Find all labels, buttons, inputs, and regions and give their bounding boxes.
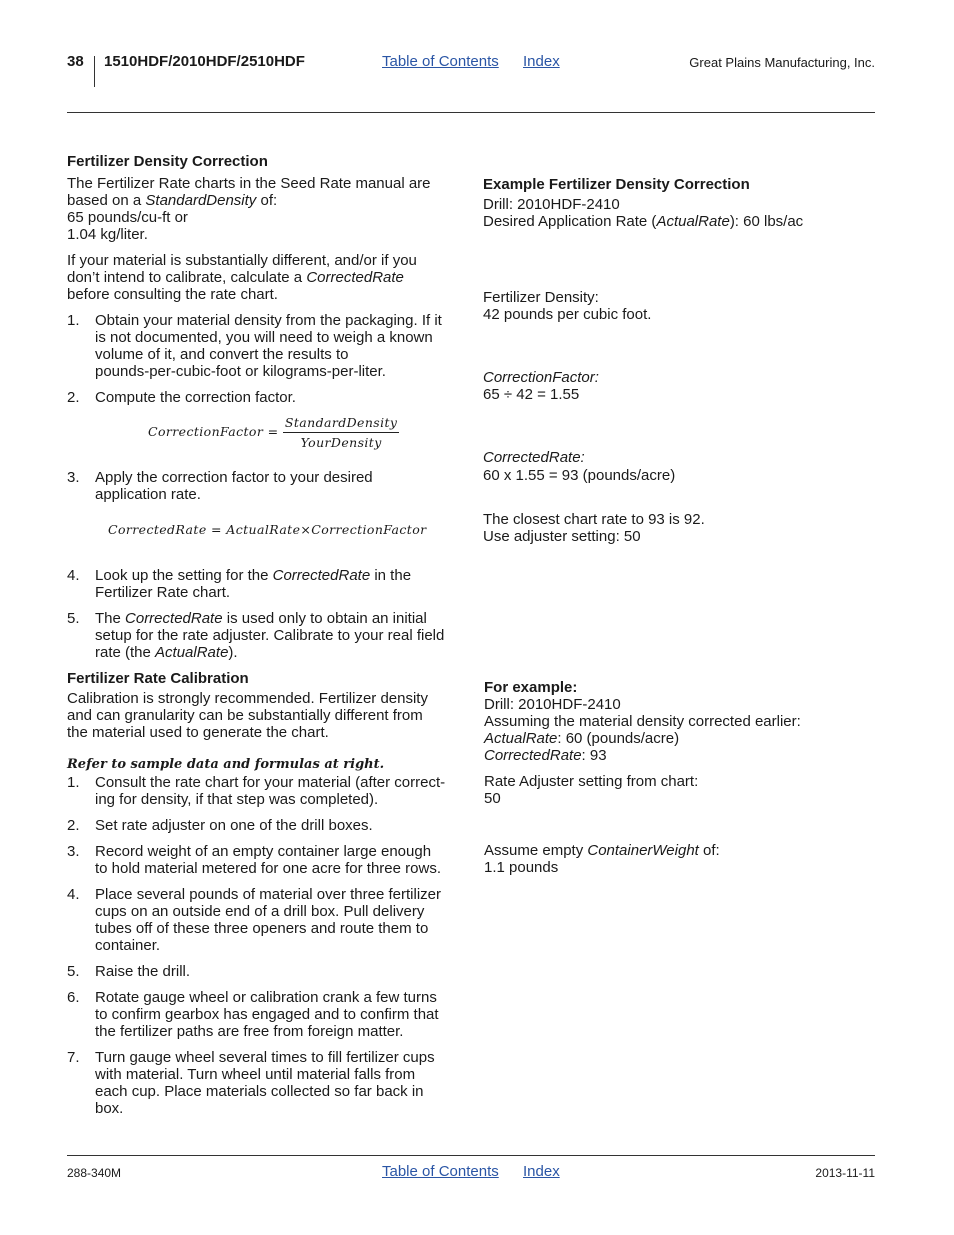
container-weight-value: 1.1 pounds	[484, 859, 559, 876]
list-item: 3. Record weight of an empty container large enough to hold material metered for one acre for three rows.	[67, 843, 441, 877]
list-item: 2. Set rate adjuster on one of the drill boxes.	[67, 817, 373, 834]
model-title: 1510HDF/2010HDF/2510HDF	[104, 53, 305, 70]
correction-factor-value: 65 ÷ 42 = 1.55	[483, 386, 580, 403]
corrected-rate-label: CorrectedRate:	[483, 449, 585, 466]
header-divider	[94, 56, 95, 87]
intro-line: The Fertilizer Rate charts in the Seed Rate manual are	[67, 175, 431, 192]
corrected-rate-formula: CorrectedRate = ActualRate×CorrectionFactor	[108, 522, 427, 537]
header-toc-link[interactable]: Table of Contents	[382, 53, 499, 70]
calibration-intro: Calibration is strongly recommended. Fertilizer density and can granularity can be substantially different from the material used to generate the chart.	[67, 690, 428, 741]
list-item: 5. Raise the drill.	[67, 963, 191, 980]
assuming-text: Assuming the material density corrected earlier:	[484, 713, 801, 730]
list-item: 2. Compute the correction factor.	[67, 389, 296, 406]
rate-setting-value: 50	[484, 790, 501, 807]
company-name: Great Plains Manufacturing, Inc.	[689, 55, 875, 70]
density-label: Fertilizer Density:	[483, 289, 599, 306]
footer-toc-link[interactable]: Table of Contents	[382, 1163, 499, 1180]
list-item: 3. Apply the correction factor to your desired application rate.	[67, 469, 373, 503]
example-heading: Example Fertilizer Density Correction	[483, 176, 750, 193]
example-drill-2: Drill: 2010HDF-2410	[484, 696, 621, 713]
density-intro	[67, 175, 462, 243]
density-value: 42 pounds per cubic foot.	[483, 306, 652, 323]
list-item: 5. The CorrectedRate is used only to obtain an initial setup for the rate adjuster. Calibrate to your real field rate (the ActualRate).	[67, 610, 445, 661]
footer-index-link[interactable]: Index	[523, 1163, 560, 1180]
rate-setting-label: Rate Adjuster setting from chart:	[484, 773, 699, 790]
correction-factor-formula: CorrectionFactor = $\frac{\text{StandardDensity}}{\text{YourDensity}}$	[148, 415, 398, 450]
list-item: 1. Obtain your material density from the packaging. If it is not documented, you will need to weigh a known volume of it, and convert the results to pounds-per-cubic-foot or kilograms-per-liter.	[67, 312, 442, 380]
calibration-heading: Fertilizer Rate Calibration	[67, 670, 249, 687]
footer-rule	[67, 1155, 875, 1156]
example-drill: Drill: 2010HDF-2410	[483, 196, 620, 213]
header-rule	[67, 112, 875, 113]
closest-rate: The closest chart rate to 93 is 92.	[483, 511, 705, 528]
density-para2: If your material is substantially different, and/or if you don’t intend to calibrate, calculate a CorrectedRate before consulting the rate chart.	[67, 252, 417, 303]
corrected-rate-value: 60 x 1.55 = 93 (pounds/acre)	[483, 467, 676, 484]
header-index-link[interactable]: Index	[523, 53, 560, 70]
desired-rate: Desired Application Rate (ActualRate): 60 lbs/ac	[483, 213, 804, 230]
list-item: 4. Place several pounds of material over three fertilizer cups on an outside end of a drill box. Pull delivery tubes off of these three openers and route them to container.	[67, 886, 441, 954]
intro-line: 65 pounds/cu-ft or	[67, 209, 188, 226]
list-item: 7. Turn gauge wheel several times to fill fertilizer cups with material. Turn wheel until material falls from each cup. Place materials collected so far back in box.	[67, 1049, 435, 1117]
page-number: 38	[67, 53, 84, 70]
list-item: 4. Look up the setting for the CorrectedRate in the Fertilizer Rate chart.	[67, 567, 412, 601]
list-item: 6. Rotate gauge wheel or calibration crank a few turns to confirm gearbox has engaged and to confirm that the fertilizer paths are free from foreign matter.	[67, 989, 439, 1040]
doc-date: 2013-11-11	[815, 1166, 875, 1180]
adjuster-setting: Use adjuster setting: 50	[483, 528, 641, 545]
container-weight-line: Assume empty ContainerWeight of:	[484, 842, 720, 859]
refer-note: Refer to sample data and formulas at right.	[67, 757, 385, 772]
list-item: 1. Consult the rate chart for your material (after correct- ing for density, if that step was completed).	[67, 774, 446, 808]
for-example-heading: For example:	[484, 679, 578, 696]
density-heading: Fertilizer Density Correction	[67, 153, 268, 170]
doc-number: 288-340M	[67, 1166, 122, 1180]
intro-line: 1.04 kg/liter.	[67, 226, 148, 243]
intro-line: based on a StandardDensity of:	[67, 192, 278, 209]
corrected-rate-line: CorrectedRate: 93	[484, 747, 607, 764]
actual-rate-line: ActualRate: 60 (pounds/acre)	[484, 730, 680, 747]
correction-factor-label: CorrectionFactor:	[483, 369, 599, 386]
